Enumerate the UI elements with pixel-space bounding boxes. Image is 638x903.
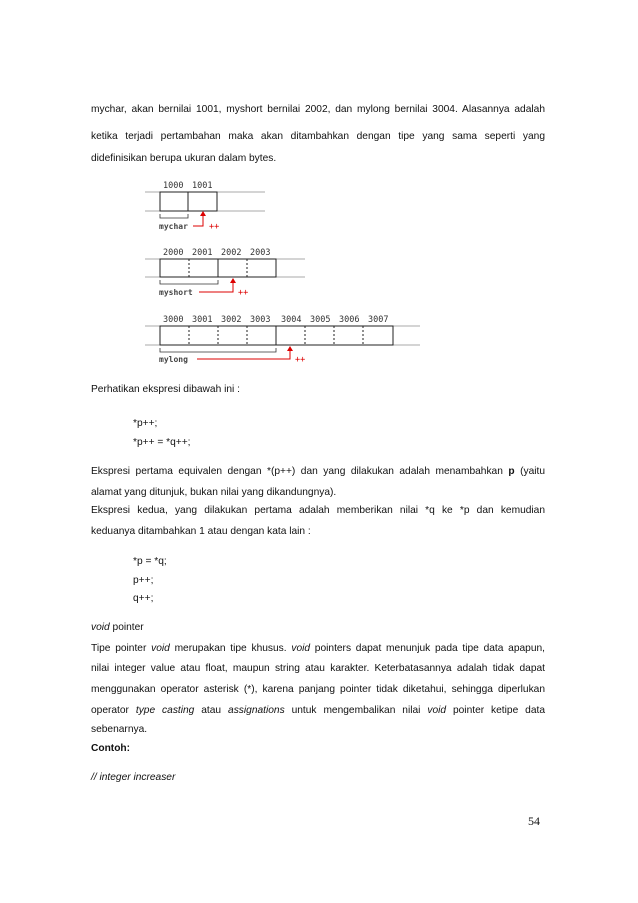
- code-line: *p++ = *q++;: [133, 437, 191, 448]
- text-run: merupakan tipe khusus.: [169, 643, 292, 654]
- italic-text: void: [91, 622, 110, 633]
- code-line: *p = *q;: [133, 556, 167, 567]
- variable-label: mychar: [159, 222, 188, 231]
- italic-text: void: [427, 705, 447, 716]
- text-run: operator: [91, 705, 136, 716]
- example-heading: Contoh:: [91, 743, 131, 754]
- diagram-row-mylong: [145, 315, 420, 365]
- address-label: 3001: [192, 315, 213, 325]
- paragraph-line: Perhatikan ekspresi dibawah ini :: [91, 384, 240, 395]
- paragraph-line: [91, 705, 545, 717]
- text-run: pointer ketipe data: [446, 705, 545, 716]
- paragraph-line: Ekspresi kedua, yang dilakukan pertama adalah memberikan nilai *q ke *p dan kemudian: [91, 505, 545, 516]
- text-run: (yaitu: [514, 466, 545, 477]
- address-label: 3004: [281, 315, 302, 325]
- address-label: 2002: [221, 248, 242, 258]
- text-run: Tipe pointer: [91, 643, 152, 654]
- address-label: 3007: [368, 315, 389, 325]
- diagram-row-mychar: [145, 181, 265, 232]
- italic-text: void: [291, 643, 311, 654]
- code-line: q++;: [133, 593, 154, 604]
- paragraph-line: mychar, akan bernilai 1001, myshort bernilai 2002, dan mylong bernilai 3004. Alasannya adalah: [91, 104, 545, 115]
- paragraph-line: keduanya ditambahkan 1 atau dengan kata lain :: [91, 526, 311, 537]
- address-label: 3005: [310, 315, 331, 325]
- text-run: Ekspresi pertama equivalen dengan *(p++) dan yang dilakukan adalah menambahkan: [91, 466, 509, 477]
- address-label: 3003: [250, 315, 271, 325]
- italic-text: assignations: [228, 705, 285, 716]
- address-label: 3000: [163, 315, 184, 325]
- paragraph-line: sebenarnya.: [91, 724, 148, 735]
- address-label: 2000: [163, 248, 184, 258]
- page-number: 54: [528, 814, 540, 828]
- address-label: 1001: [192, 181, 213, 191]
- code-line: *p++;: [133, 418, 158, 429]
- address-label: 2001: [192, 248, 213, 258]
- variable-label: mylong: [159, 355, 188, 364]
- paragraph-line: nilai integer value atau float, maupun string atau karakter. Keterbatasannya adalah tidak dapat: [91, 663, 545, 674]
- paragraph-line: ketika terjadi pertambahan maka akan ditambahkan dengan tipe yang sama seperti yang: [91, 131, 545, 142]
- italic-text: void: [151, 643, 170, 654]
- increment-label: ++: [238, 288, 249, 298]
- increment-label: ++: [295, 355, 306, 365]
- code-line: p++;: [133, 575, 154, 586]
- text-run: pointers dapat menunjuk pada tipe data apapun,: [310, 643, 545, 654]
- address-label: 2003: [250, 248, 271, 258]
- paragraph-line: alamat yang ditunjuk, bukan nilai yang dikandungnya).: [91, 487, 337, 498]
- increment-label: ++: [209, 222, 220, 232]
- address-label: 3006: [339, 315, 360, 325]
- code-comment: // integer increaser: [91, 772, 176, 783]
- text-run: pointer: [109, 622, 144, 633]
- address-label: 1000: [163, 181, 184, 191]
- bold-text: p: [508, 466, 515, 477]
- paragraph-line: [91, 466, 545, 478]
- paragraph-line: didefinisikan berupa ukuran dalam bytes.: [91, 153, 277, 164]
- italic-text: type casting: [135, 705, 195, 716]
- text-run: untuk mengembalikan nilai: [284, 705, 428, 716]
- paragraph-line: menggunakan operator asterisk (*), karena panjang pointer tidak diketahui, sehingga diperlukan: [91, 684, 545, 695]
- variable-label: myshort: [159, 288, 193, 297]
- pointer-increment-diagram: [135, 178, 425, 370]
- paragraph-line: [91, 643, 545, 655]
- section-heading: [91, 622, 545, 634]
- text-run: atau: [194, 705, 229, 716]
- diagram-row-myshort: [145, 248, 305, 298]
- address-label: 3002: [221, 315, 242, 325]
